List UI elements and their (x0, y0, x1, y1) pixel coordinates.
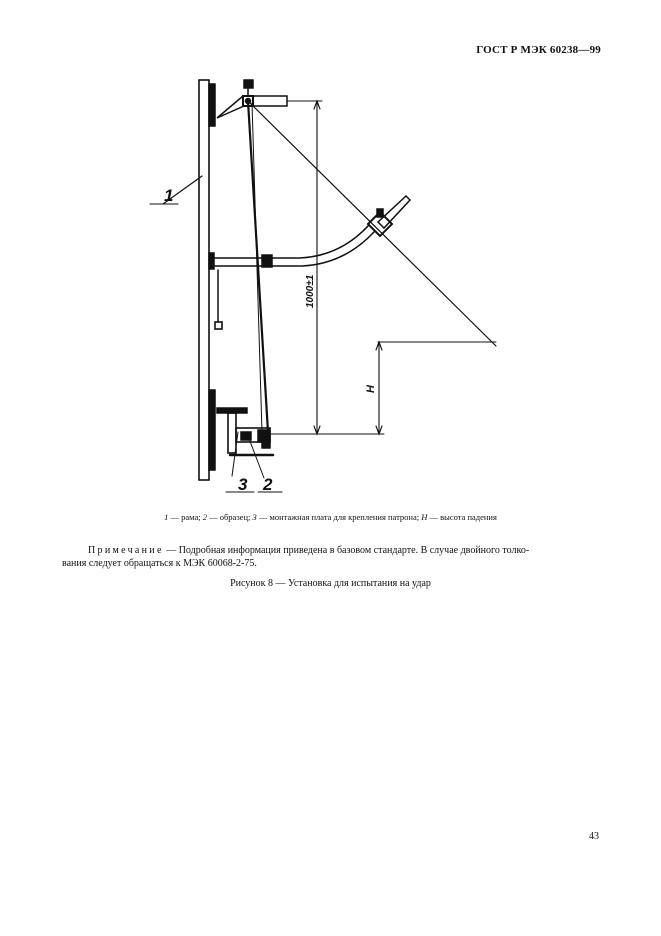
note-text-1: — Подробная информация приведена в базовом стандарте. В случае двойного толко- (163, 545, 530, 556)
note-paragraph (62, 544, 602, 570)
mid-arm (214, 226, 374, 266)
top-hatched-block (209, 84, 215, 126)
mid-bracket (209, 253, 214, 269)
standard-header: ГОСТ Р МЭК 60238—99 (476, 44, 601, 56)
figure-caption: Рисунок 8 — Установка для испытания на удар (230, 578, 431, 589)
note-text-2: вания следует обращаться к МЭК 60068-2-75. (62, 558, 257, 569)
length-dimension-label: 1000±1 (305, 274, 316, 308)
hanging-weight (215, 322, 222, 329)
note-lead: Примечание (88, 545, 164, 556)
swing-trajectory-line (250, 103, 496, 346)
callout-3: 3 (238, 475, 248, 494)
figure-legend: 1 — рама; 2 — образец; 3 — монтажная плата для крепления патрона; H — высота падения (164, 512, 497, 522)
page-number: 43 (589, 831, 599, 842)
callout-2: 2 (263, 475, 273, 494)
callout-1: 1 (164, 186, 174, 205)
height-dimension-label: H (365, 385, 377, 393)
bottom-hatched-block (209, 390, 215, 470)
frame-post (199, 80, 209, 480)
